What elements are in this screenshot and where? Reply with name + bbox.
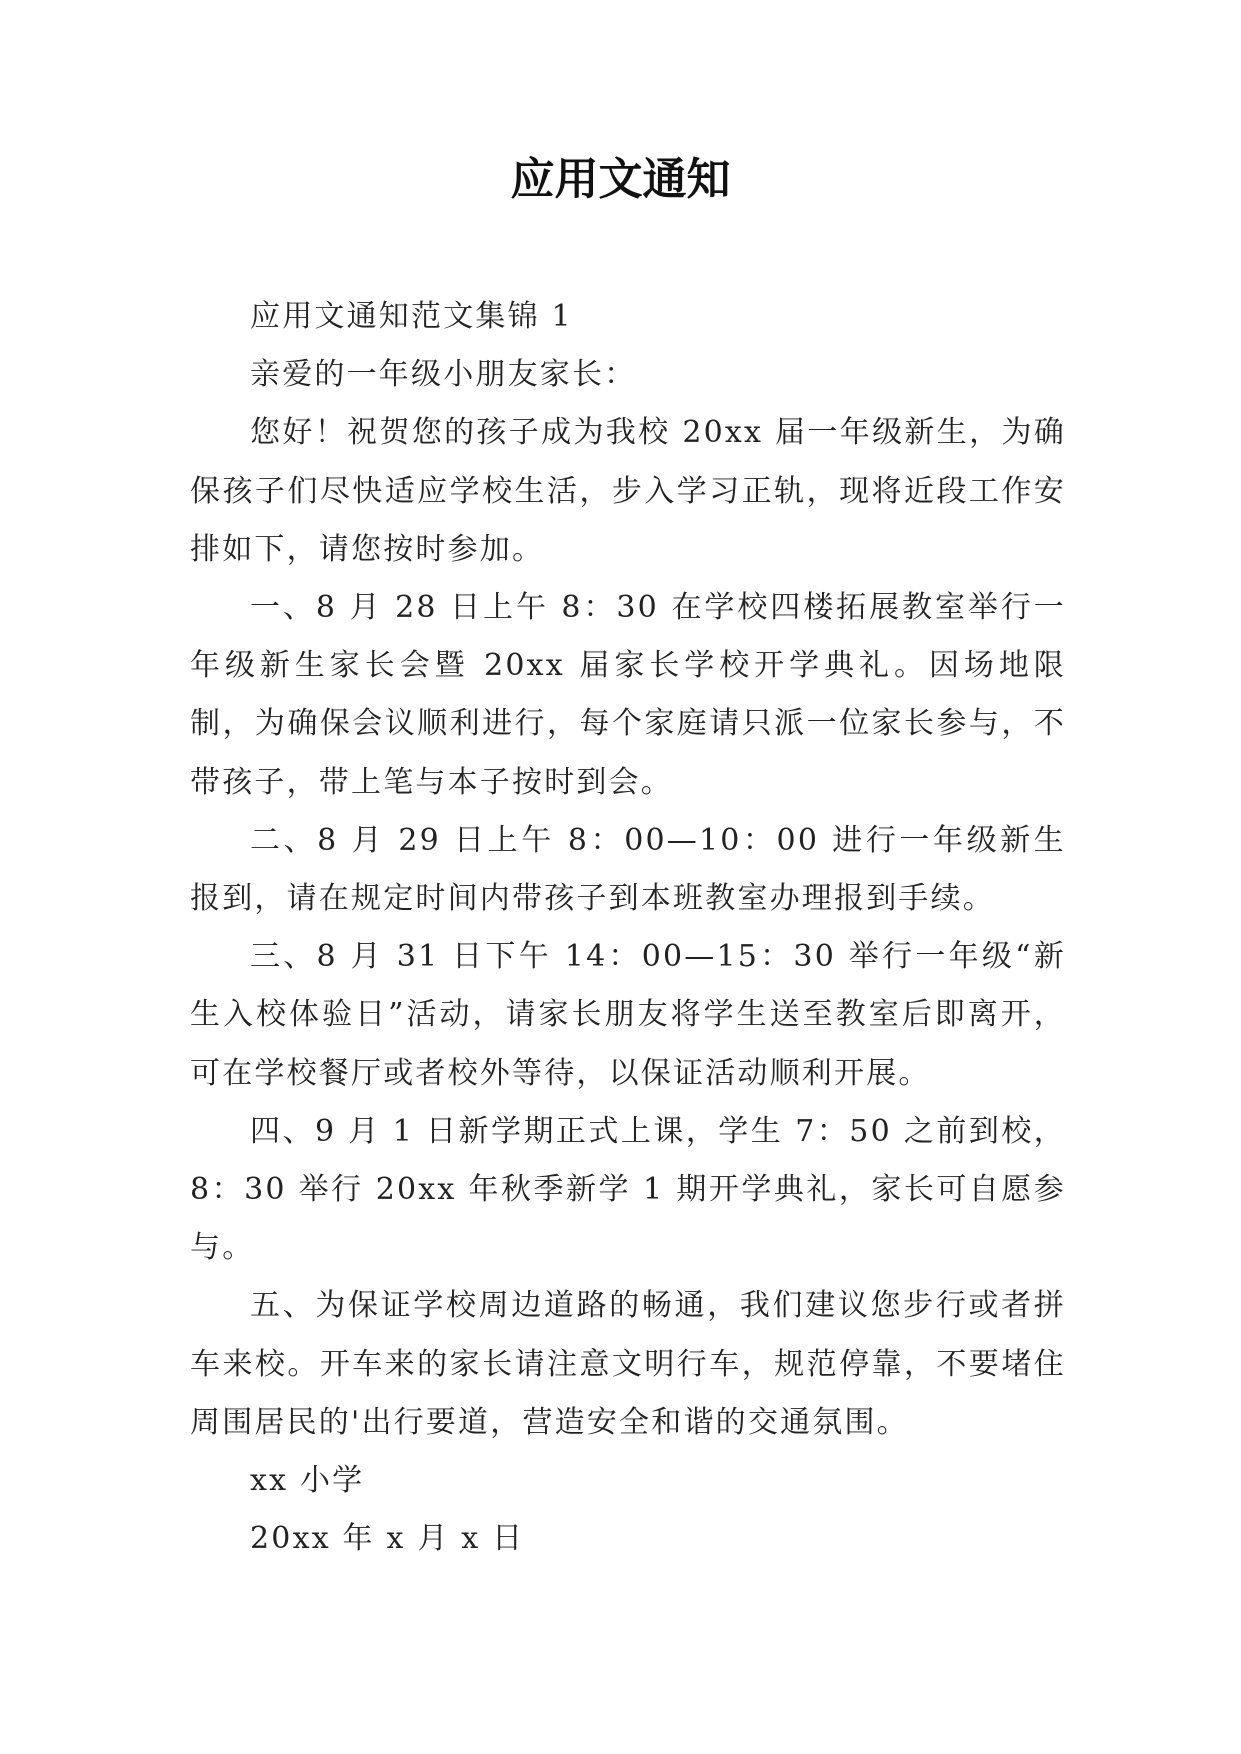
- item-four-paragraph: 四、9 月 1 日新学期正式上课，学生 7：50 之前到校，8：30 举行 20xx 年秋季新学 1 期开学典礼，家长可自愿参与。: [190, 1113, 1066, 1266]
- item-five-paragraph: 五、为保证学校周边道路的畅通，我们建议您步行或者拼车来校。开车来的家长请注意文明行车，规范停靠，不要堵住周围居民的'出行要道，营造安全和谐的交通氛围。: [190, 1288, 1066, 1440]
- salutation: 亲爱的一年级小朋友家长：: [250, 357, 637, 393]
- signature-school: xx 小学: [250, 1463, 365, 1499]
- signature-date: 20xx 年 x 月 x 日: [250, 1521, 525, 1557]
- item-three-paragraph: 三、8 月 31 日下午 14：00—15：30 举行一年级“新生入校体验日”活动，请家长朋友将学生送至教室后即离开，可在学校餐厅或者校外等待，以保证活动顺利开展。: [190, 939, 1066, 1091]
- item-two-paragraph: 二、8 月 29 日上午 8：00—10：00 进行一年级新生报到，请在规定时间内带孩子到本班教室办理报到手续。: [190, 822, 1066, 917]
- item-one-paragraph: 一、8 月 28 日上午 8：30 在学校四楼拓展教室举行一年级新生家长会暨 20xx 届家长学校开学典礼。因场地限制，为确保会议顺利进行，每个家庭请只派一位家长参与，不带孩子，带上笔与本子按时到会。: [190, 590, 1066, 800]
- section-heading: 应用文通知范文集锦 1: [250, 299, 573, 334]
- document-title: 应用文通知: [510, 154, 731, 205]
- document-body: [190, 288, 1066, 1568]
- intro-paragraph: 您好！祝贺您的孩子成为我校 20xx 届一年级新生，为确保孩子们尽快适应学校生活，步入学习正轨，现将近段工作安排如下，请您按时参加。: [190, 415, 1066, 567]
